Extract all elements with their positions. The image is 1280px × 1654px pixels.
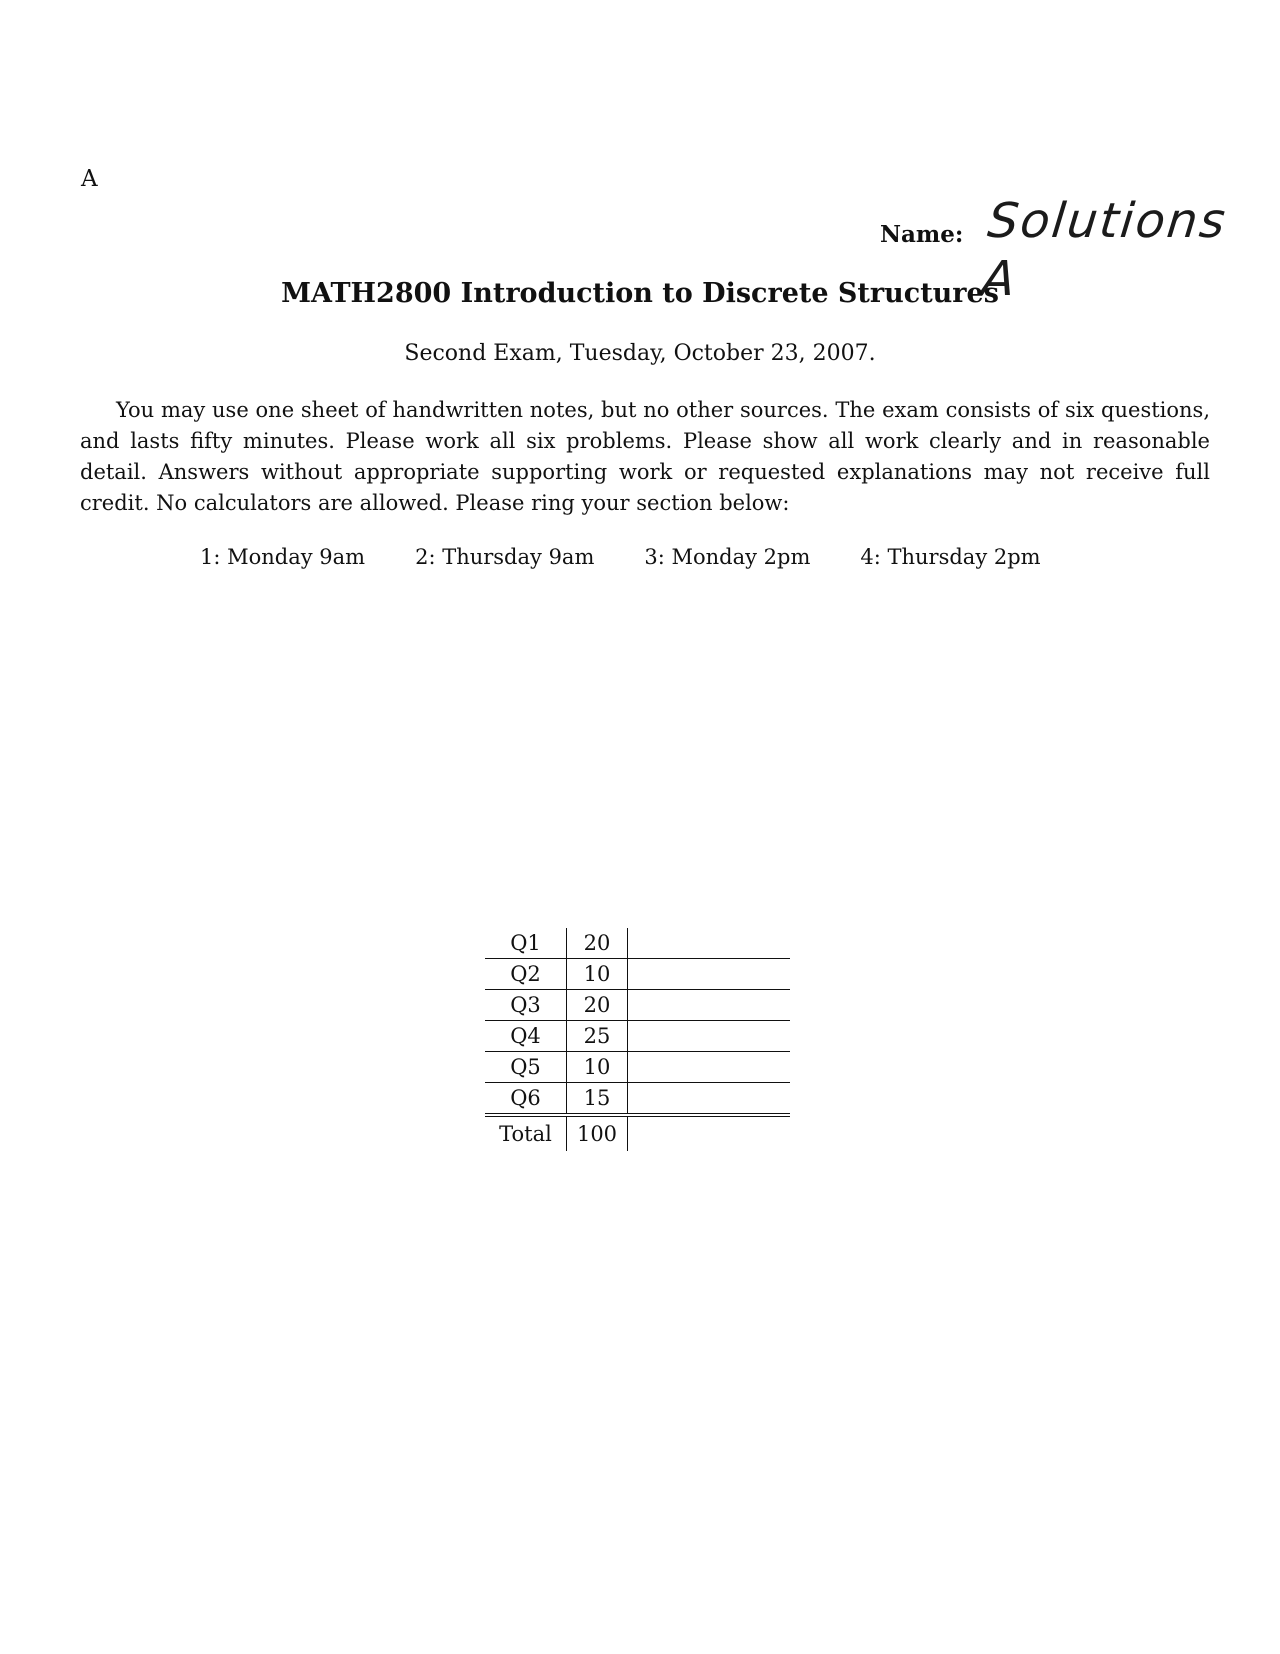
score-row-q1: [485, 928, 790, 959]
handwritten-name: Solutions A: [979, 193, 1230, 307]
question-points: 10: [567, 1052, 628, 1083]
total-label: Total: [499, 1122, 552, 1146]
exam-version-letter: A: [81, 166, 98, 192]
name-label: Name:: [880, 221, 964, 248]
question-points: 20: [567, 990, 628, 1021]
score-blank: [628, 1083, 791, 1116]
score-row-q3: [485, 990, 790, 1021]
section-option-1: 1: Monday 9am: [200, 545, 366, 569]
question-label: Q4: [485, 1021, 567, 1052]
question-label: Q1: [485, 928, 567, 959]
question-label: Q5: [485, 1052, 567, 1083]
score-blank: [628, 1021, 791, 1052]
score-row-q5: [485, 1052, 790, 1083]
question-points: 25: [567, 1021, 628, 1052]
score-row-q6: [485, 1083, 790, 1116]
section-option-3: 3: Monday 2pm: [644, 545, 811, 569]
exam-subtitle: Second Exam, Tuesday, October 23, 2007.: [404, 341, 876, 366]
section-option-2: 2: Thursday 9am: [415, 545, 595, 569]
total-score-blank: [628, 1115, 791, 1151]
question-label: Q6: [485, 1083, 567, 1116]
total-points: 100: [567, 1115, 628, 1151]
question-label: Q3: [485, 990, 567, 1021]
question-points: 20: [567, 928, 628, 959]
score-blank: [628, 990, 791, 1021]
score-table: [485, 928, 790, 1151]
exam-instructions: You may use one sheet of handwritten notes, but no other sources. The exam consists of six questions, and lasts fifty minutes. Please work all six problems. Please show all work clearly and in reasonable detail. Answers without appropriate supporting work or requested explanations may not receive full credit. No calculators are allowed. Please ring your section below:: [80, 398, 1210, 515]
question-label: Q2: [485, 959, 567, 990]
score-row-q4: [485, 1021, 790, 1052]
score-blank: [628, 1052, 791, 1083]
question-points: 15: [567, 1083, 628, 1116]
score-row-total: [485, 1115, 790, 1151]
name-field: [880, 193, 1240, 307]
section-option-4: 4: Thursday 2pm: [860, 545, 1041, 569]
score-blank: [628, 959, 791, 990]
course-title: MATH2800 Introduction to Discrete Structures: [281, 278, 999, 309]
score-row-q2: [485, 959, 790, 990]
question-points: 10: [567, 959, 628, 990]
score-blank: [628, 928, 791, 959]
section-options: [200, 545, 1100, 570]
